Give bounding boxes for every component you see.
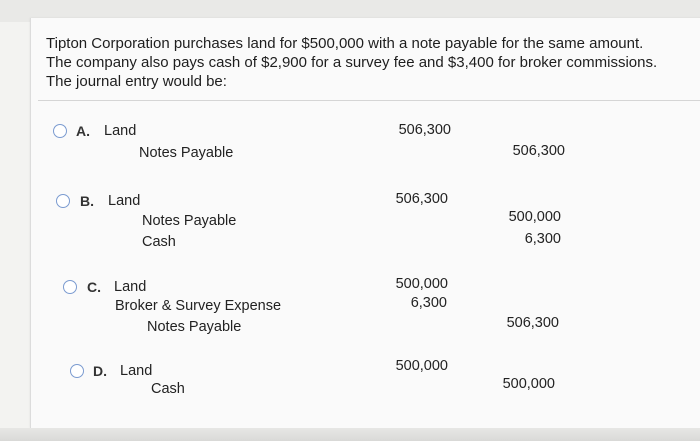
radio-option-d[interactable]	[70, 364, 84, 378]
option-b-debit: 506,300	[395, 191, 448, 207]
option-letter-b: B.	[80, 193, 94, 209]
radio-option-b[interactable]	[56, 194, 70, 208]
option-b-credit-notes: 500,000	[508, 209, 561, 225]
option-a-debit: 506,300	[398, 122, 451, 138]
option-b-account-cash: Cash	[142, 234, 176, 250]
radio-option-a[interactable]	[53, 124, 67, 138]
option-a-credit: 506,300	[512, 143, 565, 159]
option-letter-c: C.	[87, 279, 101, 295]
option-letter-a: A.	[76, 123, 90, 139]
option-letter-d: D.	[93, 363, 107, 379]
option-d-account-cash: Cash	[151, 381, 185, 397]
option-c-account-land: Land	[114, 279, 147, 295]
question-line-2: The company also pays cash of $2,900 for a survey fee and $3,400 for broker commissions.	[46, 54, 658, 71]
option-b-credit-cash: 6,300	[524, 231, 561, 247]
option-c-debit-expense: 6,300	[410, 295, 447, 311]
option-d-account-land: Land	[120, 363, 153, 379]
bottom-edge	[0, 428, 700, 441]
option-c-account-notes-payable: Notes Payable	[147, 319, 242, 335]
radio-option-c[interactable]	[63, 280, 77, 294]
divider	[38, 100, 700, 101]
option-c-credit: 506,300	[506, 315, 559, 331]
question-line-1: Tipton Corporation purchases land for $500,000 with a note payable for the same amount.	[46, 35, 644, 52]
option-d-credit: 500,000	[502, 376, 555, 392]
question-line-3: The journal entry would be:	[46, 73, 227, 90]
option-c-debit-land: 500,000	[395, 276, 448, 292]
question-text	[46, 34, 686, 91]
option-d-debit: 500,000	[395, 358, 448, 374]
option-b-account-land: Land	[108, 193, 141, 209]
option-b-account-notes-payable: Notes Payable	[142, 213, 237, 229]
option-a-account-land: Land	[104, 123, 137, 139]
option-a-account-notes-payable: Notes Payable	[139, 145, 234, 161]
option-c-account-broker-survey-expense: Broker & Survey Expense	[115, 298, 282, 314]
